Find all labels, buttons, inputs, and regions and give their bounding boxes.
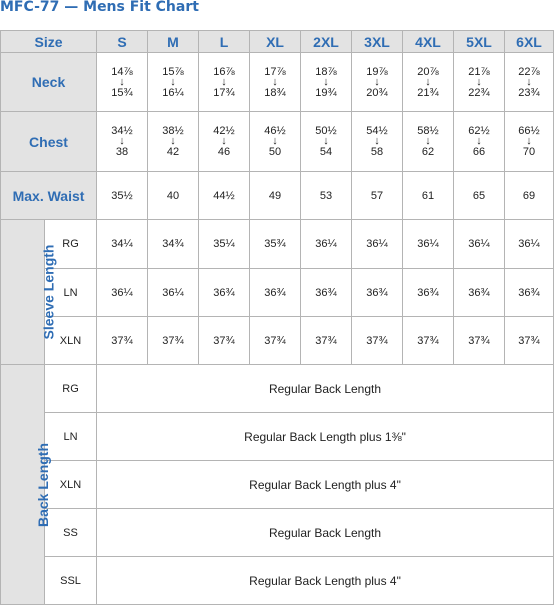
- chest-to: 58: [370, 146, 384, 158]
- size-s: S: [97, 31, 148, 53]
- chest-to: 46: [217, 146, 231, 158]
- back-row-ln: [1, 413, 554, 461]
- sleeve-cell: 36¾: [301, 269, 352, 317]
- sleeve-cell: 36¾: [352, 269, 403, 317]
- size-5xl: 5XL: [454, 31, 505, 53]
- waist-cell: 49: [250, 172, 301, 220]
- fit-label: SSL: [45, 557, 97, 605]
- neck-cell: [301, 53, 352, 112]
- sleeve-row-xln: [1, 317, 554, 365]
- neck-from: 16⅞: [213, 65, 235, 78]
- chest-label: Chest: [1, 112, 97, 172]
- arrow-down-icon: ↓: [323, 75, 329, 88]
- size-4xl: 4XL: [403, 31, 454, 53]
- chest-cell: [199, 112, 250, 172]
- sleeve-cell: 37¾: [250, 317, 301, 365]
- size-xl: XL: [250, 31, 301, 53]
- sleeve-cell: 36¼: [403, 220, 454, 269]
- chest-to: 62: [421, 146, 435, 158]
- chest-cell: [148, 112, 199, 172]
- waist-cell: 61: [403, 172, 454, 220]
- sleeve-cell: 36¼: [454, 220, 505, 269]
- chest-cell: [97, 112, 148, 172]
- arrow-down-icon: ↓: [170, 75, 176, 88]
- neck-cell: [148, 53, 199, 112]
- arrow-down-icon: ↓: [476, 135, 482, 147]
- fit-label: XLN: [45, 461, 97, 509]
- chest-cell: [250, 112, 301, 172]
- chest-to: 50: [268, 146, 282, 158]
- fit-chart-table: [0, 30, 554, 605]
- arrow-down-icon: ↓: [374, 75, 380, 88]
- neck-label: Neck: [1, 53, 97, 112]
- sleeve-cell: 37¾: [199, 317, 250, 365]
- arrow-down-icon: ↓: [425, 75, 431, 88]
- sleeve-cell: 36¼: [148, 269, 199, 317]
- chest-cell: [454, 112, 505, 172]
- chest-from: 50½: [315, 125, 337, 137]
- sleeve-cell: 36¾: [250, 269, 301, 317]
- sleeve-cell: 36¼: [352, 220, 403, 269]
- neck-to: 19¾: [315, 86, 337, 99]
- neck-from: 21⅞: [468, 65, 490, 78]
- chest-to: 54: [319, 146, 333, 158]
- waist-cell: 35½: [97, 172, 148, 220]
- neck-from: 22⅞: [518, 65, 540, 78]
- waist-cell: 44½: [199, 172, 250, 220]
- back-length-cell: Regular Back Length: [97, 365, 554, 413]
- back-length-cell: Regular Back Length plus 4": [97, 461, 554, 509]
- chest-row: [1, 112, 554, 172]
- neck-cell: [250, 53, 301, 112]
- arrow-down-icon: ↓: [323, 135, 329, 147]
- arrow-down-icon: ↓: [221, 135, 227, 147]
- chest-to: 66: [472, 146, 486, 158]
- sleeve-cell: 37¾: [148, 317, 199, 365]
- neck-from: 20⅞: [417, 65, 439, 78]
- size-m: M: [148, 31, 199, 53]
- chest-cell: [301, 112, 352, 172]
- back-length-cell: Regular Back Length: [97, 509, 554, 557]
- chest-to: 70: [522, 146, 536, 158]
- fit-label: RG: [45, 365, 97, 413]
- chest-to: 42: [166, 146, 180, 158]
- sleeve-cell: 35¾: [250, 220, 301, 269]
- chest-from: 42½: [213, 125, 235, 137]
- neck-cell: [352, 53, 403, 112]
- fit-label: RG: [45, 220, 97, 269]
- back-length-group-label: [1, 365, 52, 605]
- neck-cell: [403, 53, 454, 112]
- neck-cell: [199, 53, 250, 112]
- sleeve-cell: 37¾: [352, 317, 403, 365]
- sleeve-cell: 37¾: [454, 317, 505, 365]
- chart-title: MFC-77 — Mens Fit Chart: [0, 0, 199, 15]
- fit-label: LN: [45, 413, 97, 461]
- chest-from: 62½: [468, 125, 490, 137]
- sleeve-length-label: Sleeve Length: [40, 244, 57, 340]
- sleeve-cell: 37¾: [403, 317, 454, 365]
- chest-cell: [352, 112, 403, 172]
- waist-cell: 53: [301, 172, 352, 220]
- arrow-down-icon: ↓: [119, 135, 125, 147]
- sleeve-cell: 36¼: [301, 220, 352, 269]
- arrow-down-icon: ↓: [476, 75, 482, 88]
- chest-from: 66½: [518, 125, 540, 137]
- sleeve-cell: 34¾: [148, 220, 199, 269]
- back-row-xln: [1, 461, 554, 509]
- neck-to: 23¾: [518, 86, 540, 99]
- sleeve-row-rg: [1, 220, 554, 269]
- size-l: L: [199, 31, 250, 53]
- sleeve-cell: 36¼: [505, 220, 554, 269]
- arrow-down-icon: ↓: [272, 135, 278, 147]
- neck-to: 15¾: [111, 86, 133, 99]
- arrow-down-icon: ↓: [425, 135, 431, 147]
- chest-from: 38½: [162, 125, 184, 137]
- arrow-down-icon: ↓: [526, 135, 532, 147]
- neck-row: [1, 53, 554, 112]
- neck-to: 21¾: [417, 86, 439, 99]
- neck-to: 18¾: [264, 86, 286, 99]
- fit-label: SS: [45, 509, 97, 557]
- size-2xl: 2XL: [301, 31, 352, 53]
- neck-from: 15⅞: [162, 65, 184, 78]
- neck-to: 22¾: [468, 86, 490, 99]
- size-6xl: 6XL: [505, 31, 554, 53]
- fit-label: LN: [45, 269, 97, 317]
- back-row-rg: [1, 365, 554, 413]
- chest-from: 46½: [264, 125, 286, 137]
- neck-to: 16¼: [162, 86, 184, 99]
- neck-from: 19⅞: [366, 65, 388, 78]
- sleeve-cell: 37¾: [97, 317, 148, 365]
- waist-cell: 65: [454, 172, 505, 220]
- waist-cell: 40: [148, 172, 199, 220]
- waist-cell: 57: [352, 172, 403, 220]
- neck-to: 17¾: [213, 86, 235, 99]
- sleeve-cell: 37¾: [301, 317, 352, 365]
- sleeve-cell: 35¼: [199, 220, 250, 269]
- arrow-down-icon: ↓: [119, 75, 125, 88]
- sleeve-length-group-label: [1, 220, 57, 365]
- sleeve-cell: 37¾: [505, 317, 554, 365]
- arrow-down-icon: ↓: [526, 75, 532, 88]
- chest-from: 58½: [417, 125, 439, 137]
- chest-from: 34½: [111, 125, 133, 137]
- chest-cell: [403, 112, 454, 172]
- arrow-down-icon: ↓: [221, 75, 227, 88]
- sleeve-cell: 36¾: [403, 269, 454, 317]
- waist-label: Max. Waist: [1, 172, 97, 220]
- arrow-down-icon: ↓: [170, 135, 176, 147]
- back-row-ss: [1, 509, 554, 557]
- chest-from: 54½: [366, 125, 388, 137]
- sleeve-cell: 36¾: [505, 269, 554, 317]
- sleeve-cell: 36¾: [454, 269, 505, 317]
- neck-from: 14⅞: [111, 65, 133, 78]
- back-length-label: Back Length: [35, 442, 52, 527]
- chest-cell: [505, 112, 554, 172]
- neck-cell: [454, 53, 505, 112]
- back-row-ssl: [1, 557, 554, 605]
- chest-to: 38: [115, 146, 129, 158]
- sleeve-cell: 36¾: [199, 269, 250, 317]
- size-header: Size: [1, 31, 97, 53]
- neck-cell: [505, 53, 554, 112]
- arrow-down-icon: ↓: [272, 75, 278, 88]
- back-length-cell: Regular Back Length plus 4": [97, 557, 554, 605]
- sleeve-row-ln: [1, 269, 554, 317]
- neck-from: 17⅞: [264, 65, 286, 78]
- sleeve-cell: 34¼: [97, 220, 148, 269]
- neck-to: 20¾: [366, 86, 388, 99]
- waist-cell: 69: [505, 172, 554, 220]
- size-header-row: [1, 31, 554, 53]
- neck-from: 18⅞: [315, 65, 337, 78]
- back-length-cell: Regular Back Length plus 1⅜": [97, 413, 554, 461]
- waist-row: [1, 172, 554, 220]
- fit-label: XLN: [45, 317, 97, 365]
- sleeve-cell: 36¼: [97, 269, 148, 317]
- arrow-down-icon: ↓: [374, 135, 380, 147]
- neck-cell: [97, 53, 148, 112]
- size-3xl: 3XL: [352, 31, 403, 53]
